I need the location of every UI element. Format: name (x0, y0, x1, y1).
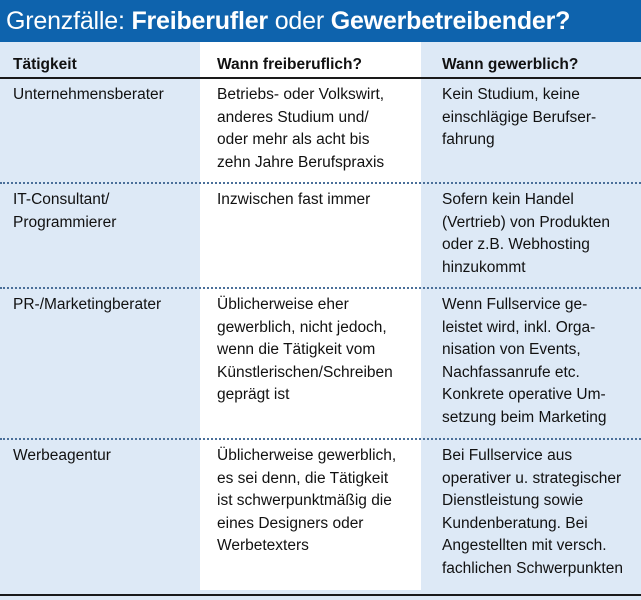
cell-text-line: ist schwerpunktmäßig die (217, 492, 392, 509)
cell-gewerblich (421, 84, 641, 182)
cell-text-line: Programmierer (13, 213, 117, 231)
cell-text-line: leistet wird, inkl. Orga- (442, 318, 596, 336)
cell-text-line: Angestellten mit versch. (442, 537, 607, 554)
table-row (0, 182, 641, 287)
cell-freiberuflich (200, 84, 421, 182)
cell-taetigkeit (0, 445, 200, 590)
cell-taetigkeit (0, 189, 200, 287)
bottom-rule (0, 594, 641, 596)
cell-text-line: Üblicherweise gewerblich, (217, 447, 397, 464)
cell-text-line: Werbeagentur (13, 447, 111, 464)
cell-text-line: eines Designers oder (217, 514, 364, 532)
cell-text-line: wenn die Tätigkeit vom (217, 341, 376, 358)
cell-text-line: zehn Jahre Berufspraxis (217, 153, 385, 171)
cell-freiberuflich (200, 445, 421, 590)
cell-text-line: es sei denn, die Tätigkeit (217, 469, 389, 487)
table-row (0, 77, 641, 182)
header-freiberuflich: Wann freiberuflich? (217, 56, 362, 73)
cell-text-line: IT-Consultant/ (13, 191, 110, 208)
cell-text-line: operativer u. strategischer (442, 469, 622, 487)
cell-text-line: Unternehmensberater (13, 86, 164, 103)
cell-taetigkeit (0, 84, 200, 182)
cell-text-line: Werbetexters (217, 537, 309, 554)
cell-text-line: fachlichen Schwerpunkten (442, 559, 623, 577)
cell-text-line: gewerblich, nicht jedoch, (217, 318, 387, 336)
row-divider-2 (0, 287, 641, 289)
title-gewerbetreibender: Gewerbetreibender? (330, 7, 571, 35)
cell-text-line: setzung beim Marketing (442, 408, 607, 426)
cell-text-line: Bei Fullservice aus (442, 447, 573, 464)
header-gewerblich: Wann gewerblich? (442, 56, 579, 73)
cell-text-line: nisation von Events, (442, 341, 581, 358)
cell-text-line: Dienstleistung sowie (442, 492, 584, 509)
cell-text-line: oder z.B. Webhosting (442, 236, 590, 253)
header-rule (0, 77, 641, 79)
title-freiberufler: Freiberufler (131, 7, 268, 35)
cell-gewerblich (421, 445, 641, 590)
cell-text-line: einschlägige Berufser- (442, 108, 597, 126)
cell-text-line: Inzwischen fast immer (217, 191, 371, 208)
cell-text-line: Üblicherweise eher (217, 296, 349, 313)
cell-text-line: Betriebs- oder Volkswirt, (217, 86, 385, 103)
cell-text-line: Kein Studium, keine (442, 86, 580, 103)
row-divider-1 (0, 182, 641, 184)
table-row (0, 287, 641, 438)
cell-text-line: fahrung (442, 131, 495, 148)
cell-text-line: Kundenberatung. Bei (442, 514, 588, 532)
cell-freiberuflich (200, 189, 421, 287)
title-bar (0, 0, 641, 42)
cell-text-line: (Vertrieb) von Produkten (442, 213, 611, 231)
cell-text-line: oder mehr als acht bis (217, 131, 370, 148)
cell-text-line: anderes Studium und/ (217, 108, 369, 126)
cell-taetigkeit (0, 294, 200, 438)
cell-text-line: PR-/Marketingberater (13, 296, 162, 313)
cell-text-line: Nachfassanrufe etc. (442, 363, 580, 381)
table-row (0, 438, 641, 590)
cell-gewerblich (421, 189, 641, 287)
comparison-table (0, 42, 641, 590)
cell-text-line: Konkrete operative Um- (442, 386, 606, 403)
row-divider-3 (0, 438, 641, 440)
header-taetigkeit: Tätigkeit (13, 56, 77, 73)
cell-text-line: geprägt ist (217, 386, 290, 403)
cell-text-line: Wenn Fullservice ge- (442, 296, 588, 313)
cell-gewerblich (421, 294, 641, 438)
title-prefix: Grenzfälle: (6, 7, 132, 35)
cell-text-line: Sofern kein Handel (442, 191, 574, 208)
cell-text-line: Künstlerischen/Schreiben (217, 363, 393, 381)
table-body (0, 77, 641, 590)
title-middle: oder (267, 7, 331, 35)
table-header-row (0, 42, 641, 77)
cell-text-line: hinzukommt (442, 258, 526, 276)
cell-freiberuflich (200, 294, 421, 438)
